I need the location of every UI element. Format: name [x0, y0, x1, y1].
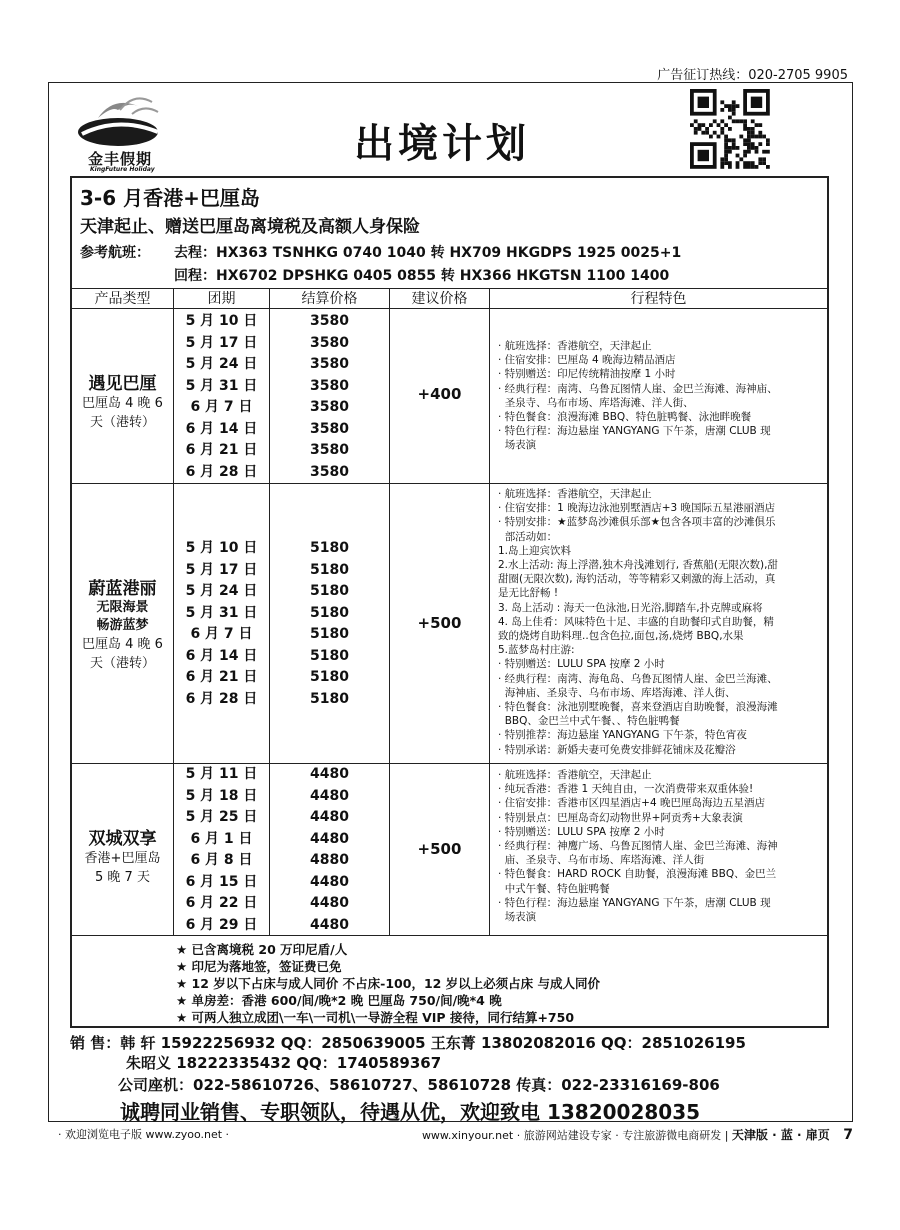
- logo-mark-icon: [68, 88, 172, 152]
- feature-line: 5.蓝梦岛村庄游:: [498, 644, 575, 657]
- col-header-suggested: 建议价格: [390, 289, 490, 309]
- tour-date: 6 月 7 日: [190, 399, 253, 415]
- logo-text-cn: 金丰假期: [88, 150, 153, 168]
- settle-price: 4480: [310, 895, 349, 911]
- feature-line: 场表演: [498, 439, 537, 452]
- feature-line: · 经典行程：南湾、海龟岛、乌鲁瓦图情人崖、金巴兰海滩、: [498, 672, 778, 685]
- feature-line: · 特别推荐：海边悬崖 YANGYANG 下午茶，特色宵夜: [498, 729, 747, 742]
- feature-line: 3. 岛上活动 : 海天一色泳池,日光浴,脚踏车,扑克牌或麻将: [498, 601, 763, 614]
- col-header-dates: 团期: [174, 289, 270, 309]
- feature-line: · 特色餐食：HARD ROCK 自助餐，浪漫海滩 BBQ、金巴兰: [498, 868, 777, 881]
- product-row: [72, 763, 827, 936]
- feature-list: [498, 768, 821, 924]
- tour-date: 6 月 1 日: [190, 830, 253, 847]
- settle-price: 3580: [310, 420, 349, 437]
- col-header-features: 行程特色: [630, 291, 687, 307]
- feature-list: [498, 339, 821, 453]
- note-item: ★ 12 岁以下占床与成人同价 不占床-100，12 岁以上必须占床 与成人同价: [176, 976, 601, 991]
- feature-line: · 特色行程：海边悬崖 YANGYANG 下午茶，唐潮 CLUB 现: [498, 896, 771, 909]
- product-desc: 天（港转）: [89, 656, 155, 671]
- suggested-price: +400: [417, 385, 462, 403]
- tour-date: 5 月 17 日: [185, 561, 258, 578]
- sales-row-2: 朱昭义 18222335432 QQ：1740589367: [126, 1054, 442, 1072]
- settle-price: 4480: [310, 787, 349, 804]
- tour-plan-box: [70, 176, 829, 1028]
- feature-line: · 特别赠送：LULU SPA 按摩 2 小时: [498, 825, 665, 838]
- settle-price: 4480: [310, 766, 349, 782]
- settle-price: 5180: [310, 626, 349, 642]
- footer-site: www.xinyour.net · 旅游网站建设专家 · 专注旅游微电商研发: [421, 1129, 722, 1142]
- tour-date: 5 月 31 日: [185, 604, 258, 621]
- note-item: ★ 可两人独立成团\一车\一司机\一导游全程 VIP 接待，同行结算+750: [176, 1010, 575, 1025]
- feature-line: · 特色行程：海边悬崖 YANGYANG 下午茶，唐潮 CLUB 现: [498, 425, 771, 438]
- settle-price: 4480: [310, 830, 349, 847]
- tour-date: 5 月 24 日: [185, 356, 258, 372]
- tour-date: 5 月 18 日: [185, 787, 258, 804]
- product-desc: 巴厘岛 4 晚 6: [82, 396, 163, 411]
- tour-date: 6 月 15 日: [185, 873, 258, 890]
- settle-price: 5180: [310, 604, 349, 621]
- page-title: 出境计划: [354, 121, 530, 167]
- feature-line: · 航班选择：香港航空，天津起止: [498, 769, 652, 781]
- settle-price: 5180: [310, 583, 349, 599]
- route-title: 3-6 月香港+巴厘岛: [80, 186, 260, 210]
- settle-price: 4880: [310, 852, 349, 868]
- tour-date: 5 月 11 日: [185, 766, 258, 782]
- feature-list: [498, 487, 821, 757]
- tour-date: 6 月 14 日: [185, 420, 258, 437]
- settle-price: 3580: [310, 463, 349, 480]
- feature-line: · 住宿安排：香港市区四星酒店+4 晚巴厘岛海边五星酒店: [498, 797, 765, 810]
- feature-line: · 经典行程：南湾、乌鲁瓦图情人崖、金巴兰海滩、海神庙、: [498, 382, 778, 395]
- product-name: 蔚蓝港丽: [88, 579, 157, 599]
- feature-line: 海神庙、圣泉寺、乌布市场、库塔海滩、洋人街、: [498, 686, 736, 699]
- tour-date: 6 月 28 日: [185, 690, 258, 707]
- tour-date: 5 月 25 日: [185, 809, 258, 825]
- sales-row-1: 销 售：韩 轩 15922256932 QQ：2850639005 王东菁 13802082016 QQ：2851026195: [70, 1034, 746, 1052]
- note-item: ★ 印尼为落地签，签证费已免: [176, 959, 342, 974]
- page-number: 7: [843, 1127, 853, 1143]
- footer-edition: 天津版 · 蓝 · 扉页: [731, 1128, 830, 1142]
- feature-line: 1.岛上迎宾饮料: [498, 544, 572, 557]
- feature-line: 是无比舒畅 !: [498, 587, 559, 600]
- product-name: 双城双享: [88, 829, 157, 849]
- product-tagline: 畅游蓝梦: [96, 618, 149, 633]
- settle-price: 5180: [310, 561, 349, 578]
- feature-line: 致的烧烤自助料理..包含色拉,面包,汤,烧烤 BBQ,水果: [498, 630, 744, 643]
- feature-line: BBQ、金巴兰中式午餐、、特色脏鸭餐: [498, 715, 680, 728]
- flight-return: 回程：HX6702 DPSHKG 0405 0855 转 HX366 HKGTSN 1100 1400: [174, 268, 670, 284]
- company-phone: 公司座机：022-58610726、58610727、58610728 传真：022-23316169-806: [118, 1076, 720, 1094]
- ad-hotline: 广告征订热线：020-2705 9905: [657, 68, 848, 83]
- product-row: [72, 483, 827, 764]
- feature-line: · 经典行程：神鹰广场、乌鲁瓦图情人崖、金巴兰海滩、海神: [498, 840, 778, 853]
- product-desc: 5 晚 7 天: [95, 870, 150, 885]
- page-footer: [48, 1126, 853, 1146]
- recruit-banner: 诚聘同业销售、专职领队，待遇从优，欢迎致电 13820028035: [120, 1100, 701, 1124]
- feature-line: 部活动如：: [498, 530, 558, 543]
- feature-line: · 特别赠送：印尼传统精油按摩 1 小时: [498, 368, 676, 381]
- tour-date: 6 月 8 日: [190, 852, 253, 868]
- settle-price: 4480: [310, 873, 349, 890]
- suggested-price: +500: [417, 840, 462, 858]
- feature-line: · 住宿安排：巴厘岛 4 晚海边精品酒店: [498, 354, 676, 367]
- col-header-type: 产品类型: [72, 289, 174, 309]
- feature-line: 4. 岛上佳肴：风味特色十足、丰盛的自助餐印式自助餐，精: [498, 615, 774, 628]
- feature-line: · 特别安排：★蓝梦岛沙滩俱乐部★包含各项丰富的沙滩俱乐: [498, 516, 776, 529]
- sales-contacts: [70, 1030, 840, 1124]
- tour-date: 5 月 10 日: [185, 313, 258, 329]
- settle-price: 5180: [310, 669, 349, 685]
- tour-date: 6 月 21 日: [185, 442, 258, 458]
- settle-price: 3580: [310, 399, 349, 415]
- feature-line: 场表演: [498, 911, 537, 924]
- tour-date: 5 月 24 日: [185, 583, 258, 599]
- settle-price: 3580: [310, 313, 349, 329]
- settle-price: 4480: [310, 916, 349, 933]
- settle-price: 3580: [310, 334, 349, 351]
- product-row: [72, 308, 827, 484]
- feature-line: 2.水上活动: 海上浮潜,独木舟浅滩划行, 香蕉船(无限次数),甜: [498, 559, 778, 572]
- tour-date: 6 月 7 日: [190, 626, 253, 642]
- tour-date: 6 月 29 日: [185, 916, 258, 933]
- tour-date: 5 月 31 日: [185, 377, 258, 394]
- footer-left: · 欢迎浏览电子版 www.zyoo.net ·: [58, 1128, 230, 1141]
- settle-price: 5180: [310, 690, 349, 707]
- tour-date: 6 月 22 日: [185, 895, 258, 911]
- settle-price: 3580: [310, 356, 349, 372]
- logo: [68, 88, 172, 172]
- feature-line: 圣泉寺、乌布市场、库塔海滩、洋人街、: [498, 396, 694, 409]
- route-subtitle: 天津起止、赠送巴厘岛离境税及高额人身保险: [80, 217, 420, 237]
- page-header: [64, 88, 834, 174]
- feature-line: · 航班选择：香港航空，天津起止: [498, 488, 652, 500]
- product-desc: 天（港转）: [89, 415, 155, 430]
- feature-line: 中式午餐、特色脏鸭餐: [498, 882, 610, 895]
- product-tagline: 无限海景: [96, 600, 149, 615]
- settle-price: 5180: [310, 540, 349, 556]
- suggested-price: +500: [417, 614, 462, 632]
- notes-section: [72, 935, 827, 1027]
- settle-price: 3580: [310, 377, 349, 394]
- settle-price: 4480: [310, 809, 349, 825]
- product-desc: 香港+巴厘岛: [84, 851, 161, 866]
- settle-price: 3580: [310, 442, 349, 458]
- feature-line: · 纯玩香港：香港 1 天纯自由，一次消费带来双重体验!: [498, 783, 754, 796]
- feature-line: 甜圈(无限次数), 海钓活动，等等精彩又刺激的海上活动，真: [498, 573, 776, 586]
- feature-line: · 航班选择：香港航空，天津起止: [498, 340, 652, 352]
- note-item: ★ 单房差：香港 600/间/晚*2 晚 巴厘岛 750/间/晚*4 晚: [176, 993, 502, 1008]
- feature-line: · 特色餐食：泳池别墅晚餐，喜来登酒店自助晚餐，浪漫海滩: [498, 701, 778, 714]
- settle-price: 5180: [310, 647, 349, 664]
- tour-date: 6 月 14 日: [185, 647, 258, 664]
- flight-label: 参考航班：: [80, 245, 150, 261]
- tour-date: 6 月 21 日: [185, 669, 258, 685]
- feature-line: · 特别赠送：LULU SPA 按摩 2 小时: [498, 658, 665, 671]
- tour-date: 5 月 17 日: [185, 334, 258, 351]
- qr-code-icon: [684, 88, 776, 170]
- feature-line: · 特色餐食：浪漫海滩 BBQ、特色脏鸭餐、泳池畔晚餐: [498, 411, 752, 424]
- feature-line: · 特别承诺：新婚夫妻可免费安排鲜花铺床及花瓣浴: [498, 743, 736, 756]
- feature-line: · 特别景点：巴厘岛奇幻动物世界+阿贡秀+大象表演: [498, 811, 743, 824]
- flight-outbound: 去程：HX363 TSNHKG 0740 1040 转 HX709 HKGDPS 1925 0025+1: [174, 245, 682, 261]
- tour-date: 5 月 10 日: [185, 540, 258, 556]
- table-header: [72, 288, 827, 309]
- product-name: 遇见巴厘: [88, 374, 157, 394]
- logo-text-en: KingFuture Holiday: [90, 166, 155, 173]
- footer-right: www.xinyour.net · 旅游网站建设专家 · 专注旅游微电商研发 | 天津版 · 蓝 · 扉页 7: [421, 1127, 853, 1143]
- tour-date: 6 月 28 日: [185, 463, 258, 480]
- col-header-price: 结算价格: [270, 289, 390, 309]
- feature-line: 庙、圣泉寺、乌布市场、库塔海滩、洋人街: [498, 854, 705, 867]
- product-desc: 巴厘岛 4 晚 6: [82, 637, 163, 652]
- note-item: ★ 已含离境税 20 万印尼盾/人: [176, 942, 348, 957]
- feature-line: · 住宿安排：1 晚海边泳池别墅酒店+3 晚国际五星港丽酒店: [498, 502, 776, 515]
